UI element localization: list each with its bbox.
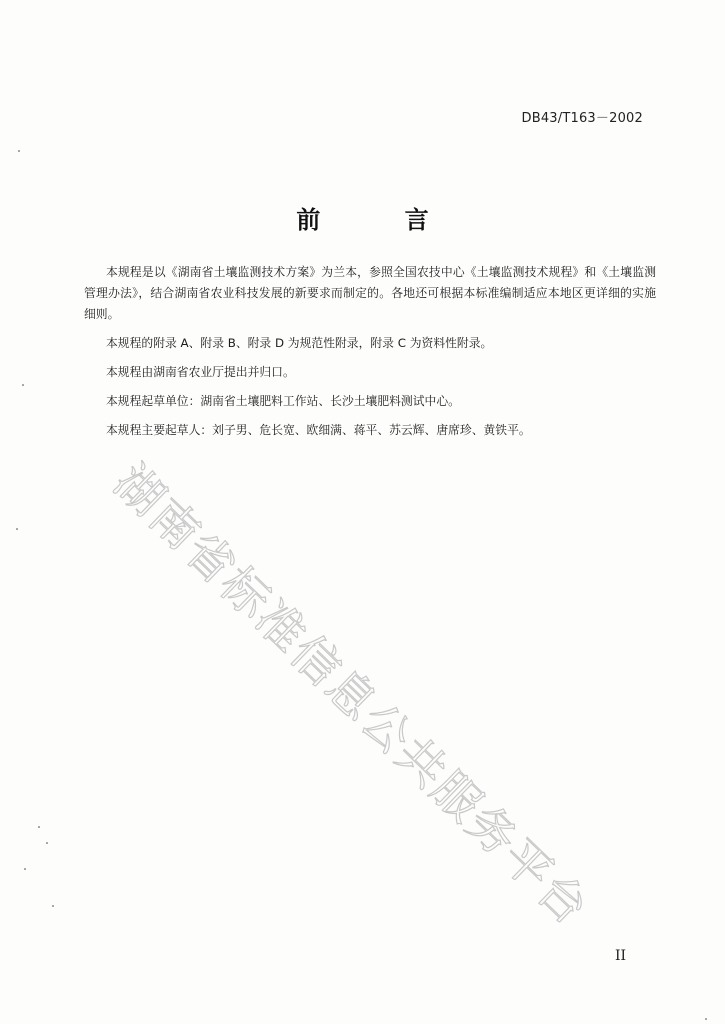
foreword-body <box>84 262 656 449</box>
paragraph-appendices: 本规程的附录 A、附录 B、附录 D 为规范性附录，附录 C 为资料性附录。 <box>106 336 493 350</box>
paragraph-drafters: 本规程主要起草人：刘子男、危长宽、欧细满、蒋平、苏云辉、唐席珍、黄铁平。 <box>106 423 531 437</box>
page-number: II <box>614 948 626 964</box>
standard-code: DB43/T163－2002 <box>521 111 643 126</box>
paragraph-proposer: 本规程由湖南省农业厅提出并归口。 <box>106 365 295 379</box>
paragraph-basis: 本规程是以《湖南省土壤监测技术方案》为兰本，参照全国农技中心《土壤监测技术规程》和《土壤监测管理办法》，结合湖南省农业科技发展的新要求而制定的。各地还可根据本标准编制适应本地区更详细的实施细则。 <box>84 265 656 321</box>
page-title: 前 言 <box>296 206 467 234</box>
paragraph-drafting-units: 本规程起草单位：湖南省土壤肥料工作站、长沙土壤肥料测试中心。 <box>106 394 460 408</box>
watermark-text: 湖南省标准信息公共服务平台 <box>103 454 600 937</box>
